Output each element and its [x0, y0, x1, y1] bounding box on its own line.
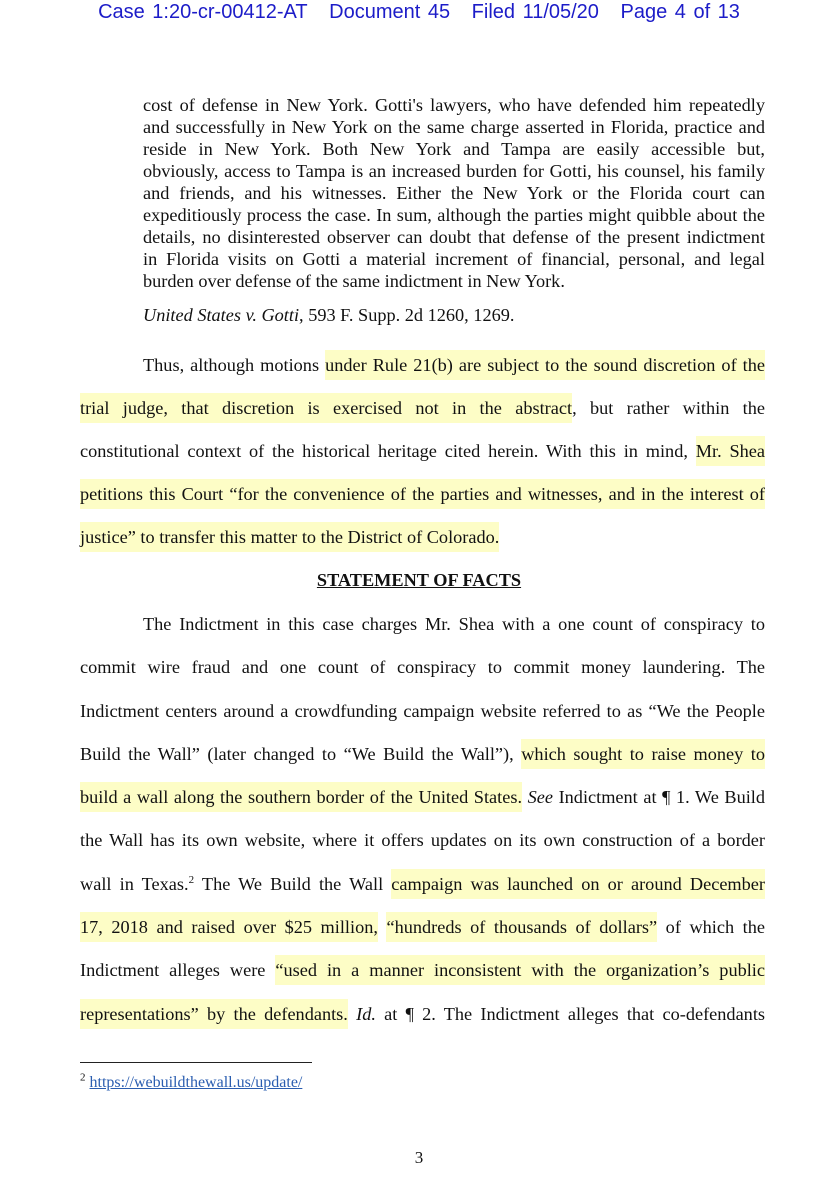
text-segment: Indictment centers around a crowdfunding campaign website referred to as “We the People	[80, 700, 765, 721]
text-segment: Id.	[356, 1003, 376, 1024]
text-line	[80, 690, 765, 733]
document-number: Document 45	[329, 1, 451, 23]
text-segment: and friends, and his witnesses. Either the New York or the Florida court can	[143, 183, 765, 203]
text-line	[80, 906, 765, 949]
text-segment: The We Build the Wall	[194, 873, 392, 894]
text-segment: , but rather within the	[572, 398, 766, 418]
text-line	[80, 646, 765, 689]
text-segment: of which the	[657, 917, 765, 938]
footnote	[80, 1072, 302, 1094]
text-segment: expeditiously process the case. In sum, although the parties might quibble about the	[143, 205, 765, 225]
footnote-divider	[80, 1062, 312, 1063]
highlighted-text: justice” to transfer this matter to the District of Colorado.	[80, 522, 499, 552]
footnote-reference: 2	[188, 873, 195, 886]
text-line	[80, 993, 765, 1036]
text-segment: The Indictment in this case charges Mr. Shea with a one count of conspiracy to	[143, 614, 765, 634]
text-segment: in Florida visits on Gotti a material increment of financial, personal, and legal	[143, 249, 765, 269]
text-segment: at ¶ 2. The Indictment alleges that co-defendants	[375, 1003, 766, 1024]
text-segment: and successfully in New York on the same charge asserted in Florida, practice and	[143, 117, 765, 137]
highlighted-text: “hundreds of thousands of dollars”	[386, 912, 657, 942]
text-segment: obviously, access to Tampa is an increased burden for Gotti, his counsel, his family	[143, 161, 765, 181]
block-quote	[143, 94, 765, 292]
text-line	[80, 516, 765, 559]
page-of: Page 4 of 13	[620, 1, 740, 23]
text-line	[80, 344, 765, 387]
text-segment: constitutional context of the historical heritage cited herein. With this in mind,	[80, 441, 696, 461]
highlighted-text: petitions this Court “for the convenience of the parties and witnesses, and in the interest of	[80, 479, 765, 509]
highlighted-text: which sought to raise money to	[521, 739, 765, 769]
text-line	[80, 473, 765, 516]
text-line	[143, 248, 765, 270]
text-line	[80, 863, 765, 906]
text-line	[80, 949, 765, 992]
text-line	[143, 94, 765, 116]
text-segment: cost of defense in New York. Gotti's lawyers, who have defended him repeatedly	[143, 95, 765, 115]
text-line	[143, 303, 765, 327]
ecf-header	[0, 0, 838, 24]
paragraph-transfer	[80, 344, 765, 559]
highlighted-text: Mr. Shea	[696, 436, 765, 466]
highlighted-text: campaign was launched on or around December	[391, 869, 765, 899]
text-segment: reside in New York. Both New York and Tampa are easily accessible but,	[143, 139, 765, 159]
text-line	[80, 603, 765, 646]
highlighted-text: “used in a manner inconsistent with the organization’s public	[275, 955, 765, 985]
text-line	[143, 226, 765, 248]
case-number: Case 1:20-cr-00412-AT	[98, 1, 308, 23]
text-segment	[348, 1004, 356, 1024]
text-segment: details, no disinterested observer can doubt that defense of the present indictment	[143, 227, 765, 247]
page-number: 3	[414, 1148, 424, 1167]
text-line	[80, 776, 765, 819]
highlighted-text: under Rule 21(b) are subject to the sound discretion of the	[325, 350, 765, 380]
text-line	[143, 116, 765, 138]
text-line	[143, 138, 765, 160]
footnote-number: 2	[80, 1071, 86, 1084]
highlighted-text: trial judge, that discretion is exercised not in the abstract	[80, 393, 572, 423]
text-segment: the Wall has its own website, where it offers updates on its own construction of a border	[80, 830, 765, 851]
text-line	[143, 204, 765, 226]
text-segment: Indictment at ¶ 1. We Build	[553, 787, 766, 808]
text-segment: Indictment alleges were	[80, 960, 276, 981]
highlighted-text: build a wall along the southern border of the United States.	[80, 782, 522, 812]
highlighted-text: 17, 2018 and raised over $25 million,	[80, 912, 378, 942]
text-segment: Thus, although motions	[143, 355, 326, 375]
text-line	[143, 160, 765, 182]
text-line	[80, 430, 765, 473]
text-line	[143, 182, 765, 204]
text-segment: United States v. Gotti	[143, 305, 300, 325]
text-line	[80, 733, 765, 776]
text-line	[80, 387, 765, 430]
text-line	[80, 819, 765, 862]
paragraph-facts	[80, 603, 765, 1036]
text-segment: Build the Wall” (later changed to “We Build the Wall”),	[80, 743, 522, 764]
highlighted-text: representations” by the defendants.	[80, 999, 348, 1029]
citation	[143, 303, 765, 327]
section-heading: STATEMENT OF FACTS	[316, 570, 522, 590]
text-segment: wall in Texas.	[80, 873, 189, 894]
filed-date: Filed 11/05/20	[471, 1, 599, 23]
text-segment: burden over defense of the same indictment in New York.	[143, 271, 565, 291]
text-line	[143, 270, 765, 292]
text-segment: commit wire fraud and one count of conspiracy to commit money laundering. The	[80, 657, 765, 678]
text-segment: , 593 F. Supp. 2d 1260, 1269.	[299, 305, 515, 325]
footnote-link[interactable]: https://webuildthewall.us/update/	[89, 1074, 303, 1091]
text-segment: See	[527, 787, 553, 808]
